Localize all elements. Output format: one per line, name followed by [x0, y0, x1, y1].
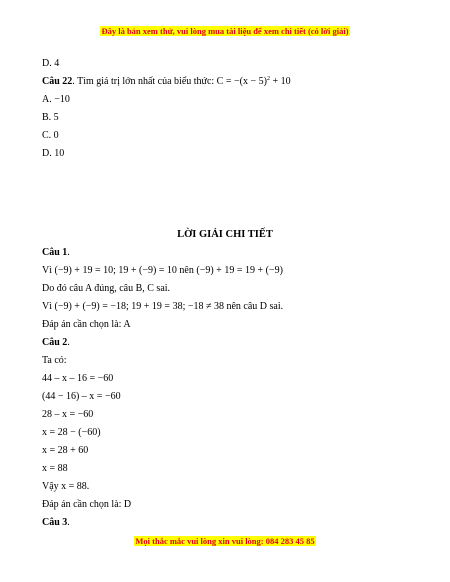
sol2-heading: Câu 2.	[42, 337, 70, 348]
sol2-answer: Đáp án cần chọn là: D	[42, 499, 132, 510]
sol3-heading: Câu 3.	[42, 517, 70, 528]
q21-option-d: D. 4	[42, 58, 60, 69]
q22-question	[42, 76, 291, 88]
q22-option-b: B. 5	[42, 112, 59, 123]
sol2-line: x = 28 + 60	[42, 445, 89, 456]
q22-text-end: + 10	[269, 76, 291, 87]
sol2-line: 44 – x – 16 = −60	[42, 373, 114, 384]
sol1-line: Vì (−9) + 19 = 10; 19 + (−9) = 10 nên (−9) + 19 = 19 + (−9)	[42, 265, 283, 276]
q22-option-c: C. 0	[42, 130, 59, 141]
sol3-label: Câu 3	[42, 517, 68, 528]
sol2-line: x = 88	[42, 463, 68, 474]
sol2-line: (44 − 16) – x = −60	[42, 391, 121, 402]
solution-title: LỜI GIẢI CHI TIẾT	[177, 229, 273, 240]
sol1-line: Vì (−9) + (−9) = −18; 19 + 19 = 38; −18 ≠ 38 nên câu D sai.	[42, 301, 284, 312]
sol2-label: Câu 2	[42, 337, 68, 348]
sol1-heading: Câu 1.	[42, 247, 70, 258]
q22-exponent: 2	[266, 76, 270, 82]
sol1-line: Do đó câu A đúng, câu B, C sai.	[42, 283, 171, 294]
contact-banner	[0, 536, 450, 546]
preview-banner-text: Đây là bản xem thử, vui lòng mua tài liệu để xem chi tiết (có lời giải)	[101, 26, 349, 36]
sol1-answer: Đáp án cần chọn là: A	[42, 319, 131, 330]
contact-banner-text: Mọi thắc mắc vui lòng xin vui lòng: 084 283 45 85	[135, 536, 315, 546]
q22-text: . Tìm giá trị lớn nhất của biểu thức: C = −(x − 5)	[72, 76, 267, 87]
preview-banner	[0, 26, 450, 36]
sol2-line: x = 28 − (−60)	[42, 427, 101, 438]
q22-option-d: D. 10	[42, 148, 65, 159]
sol1-label: Câu 1	[42, 247, 68, 258]
sol2-line: Vậy x = 88.	[42, 481, 90, 492]
q22-label: Câu 22	[42, 76, 73, 87]
sol2-line: 28 – x = −60	[42, 409, 94, 420]
sol2-line: Ta có:	[42, 355, 67, 366]
q22-option-a: A. −10	[42, 94, 70, 105]
